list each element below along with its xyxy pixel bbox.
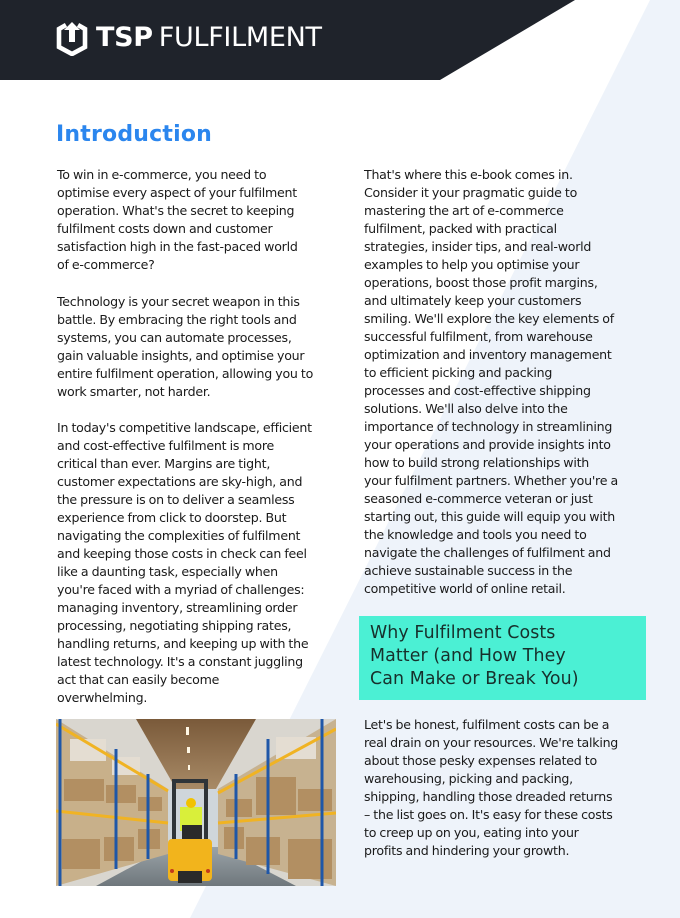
text-line: examples to help you optimise your [364, 257, 580, 272]
text-line: shipping, handling those dreaded returns [364, 789, 613, 804]
text-line: latest technology. It's a constant juggling [57, 654, 303, 669]
warehouse-forklift-image [56, 719, 336, 886]
text-line: navigating the complexities of fulfilment [57, 528, 301, 543]
text-line: optimization and inventory management [364, 347, 612, 362]
text-line: smiling. We'll explore the key elements of [364, 311, 614, 326]
text-line: importance of technology in streamlining [364, 419, 613, 434]
text-line: battle. By embracing the right tools and [57, 312, 297, 327]
text-line: systems, you can automate processes, [57, 330, 292, 345]
text-line: profits and hindering your growth. [364, 843, 570, 858]
intro-paragraph-1 [57, 166, 298, 274]
intro-paragraph-4 [364, 166, 618, 598]
text-line: gain valuable insights, and optimise your [57, 348, 305, 363]
text-line: and cost-effective fulfilment is more [57, 438, 275, 453]
text-line: to efficient picking and packing [364, 365, 553, 380]
text-line: about those pesky expenses related to [364, 753, 597, 768]
text-line: strategies, insider tips, and real-world [364, 239, 592, 254]
intro-paragraph-3 [57, 419, 312, 707]
text-line: processes and cost-effective shipping [364, 383, 591, 398]
text-line: operation. What's the secret to keeping [57, 203, 295, 218]
text-line: entire fulfilment operation, allowing you to [57, 366, 314, 381]
text-line: warehousing, picking and packing, [364, 771, 573, 786]
text-line: fulfilment, packed with practical [364, 221, 557, 236]
text-line: overwhelming. [57, 690, 148, 705]
text-line: achieve sustainable success in the [364, 563, 573, 578]
intro-heading: Introduction [56, 122, 213, 147]
section-paragraph [364, 716, 618, 860]
text-line: real drain on your resources. We're talking [364, 735, 619, 750]
section-heading-box [359, 616, 646, 700]
text-line: operations, boost those profit margins, [364, 275, 598, 290]
text-line: processing, negotiating shipping rates, [57, 618, 292, 633]
text-line: your operations and provide insights into [364, 437, 611, 452]
text-line: to creep up on you, eating into your [364, 825, 579, 840]
text-line: work smarter, not harder. [57, 384, 211, 399]
text-line: you're faced with a myriad of challenges: [57, 582, 305, 597]
text-line: mastering the art of e-commerce [364, 203, 564, 218]
text-line: – the list goes on. It's easy for these costs [364, 807, 613, 822]
text-line: and ultimately keep your customers [364, 293, 582, 308]
text-line: satisfaction high in the fast-paced world [57, 239, 298, 254]
text-line: handling returns, and keeping up with the [57, 636, 309, 651]
text-line: starting out, this guide will equip you with [364, 509, 616, 524]
text-line: That's where this e-book comes in. [364, 167, 573, 182]
warehouse-photo [56, 719, 336, 886]
text-line: navigate the challenges of fulfilment and [364, 545, 611, 560]
text-line: competitive world of online retail. [364, 581, 566, 596]
text-line: like a daunting task, especially when [57, 564, 278, 579]
text-line: fulfilment costs down and customer [57, 221, 273, 236]
text-line: optimise every aspect of your fulfilment [57, 185, 297, 200]
text-line: To win in e-commerce, you need to [57, 167, 267, 182]
text-line: critical than ever. Margins are tight, [57, 456, 271, 471]
text-line: Let's be honest, fulfilment costs can be a [364, 717, 610, 732]
text-line: In today's competitive landscape, efficient [57, 420, 312, 435]
text-line: seasoned e-commerce veteran or just [364, 491, 593, 506]
text-line: successful fulfilment, from warehouse [364, 329, 593, 344]
text-line: solutions. We'll also delve into the [364, 401, 568, 416]
section-heading [370, 622, 636, 691]
text-line: customer expectations are sky-high, and [57, 474, 303, 489]
text-line: managing inventory, streamlining order [57, 600, 298, 615]
text-line: Consider it your pragmatic guide to [364, 185, 578, 200]
text-line: and keeping those costs in check can feel [57, 546, 307, 561]
text-line: Technology is your secret weapon in this [57, 294, 300, 309]
brand-name-bold: TSP [96, 22, 153, 53]
text-line: of e-commerce? [57, 257, 155, 272]
text-line: the knowledge and tools you need to [364, 527, 587, 542]
heading-line: Why Fulfilment Costs [370, 623, 556, 643]
text-line: how to build strong relationships with [364, 455, 589, 470]
text-line: act that can easily become [57, 672, 220, 687]
text-line: the pressure is on to deliver a seamless [57, 492, 295, 507]
heading-line: Can Make or Break You) [370, 669, 579, 689]
brand-name-light: FULFILMENT [158, 22, 322, 53]
text-line: experience from click to doorstep. But [57, 510, 287, 525]
heading-line: Matter (and How They [370, 646, 566, 666]
text-line: your fulfilment partners. Whether you're a [364, 473, 618, 488]
intro-paragraph-2 [57, 293, 313, 401]
